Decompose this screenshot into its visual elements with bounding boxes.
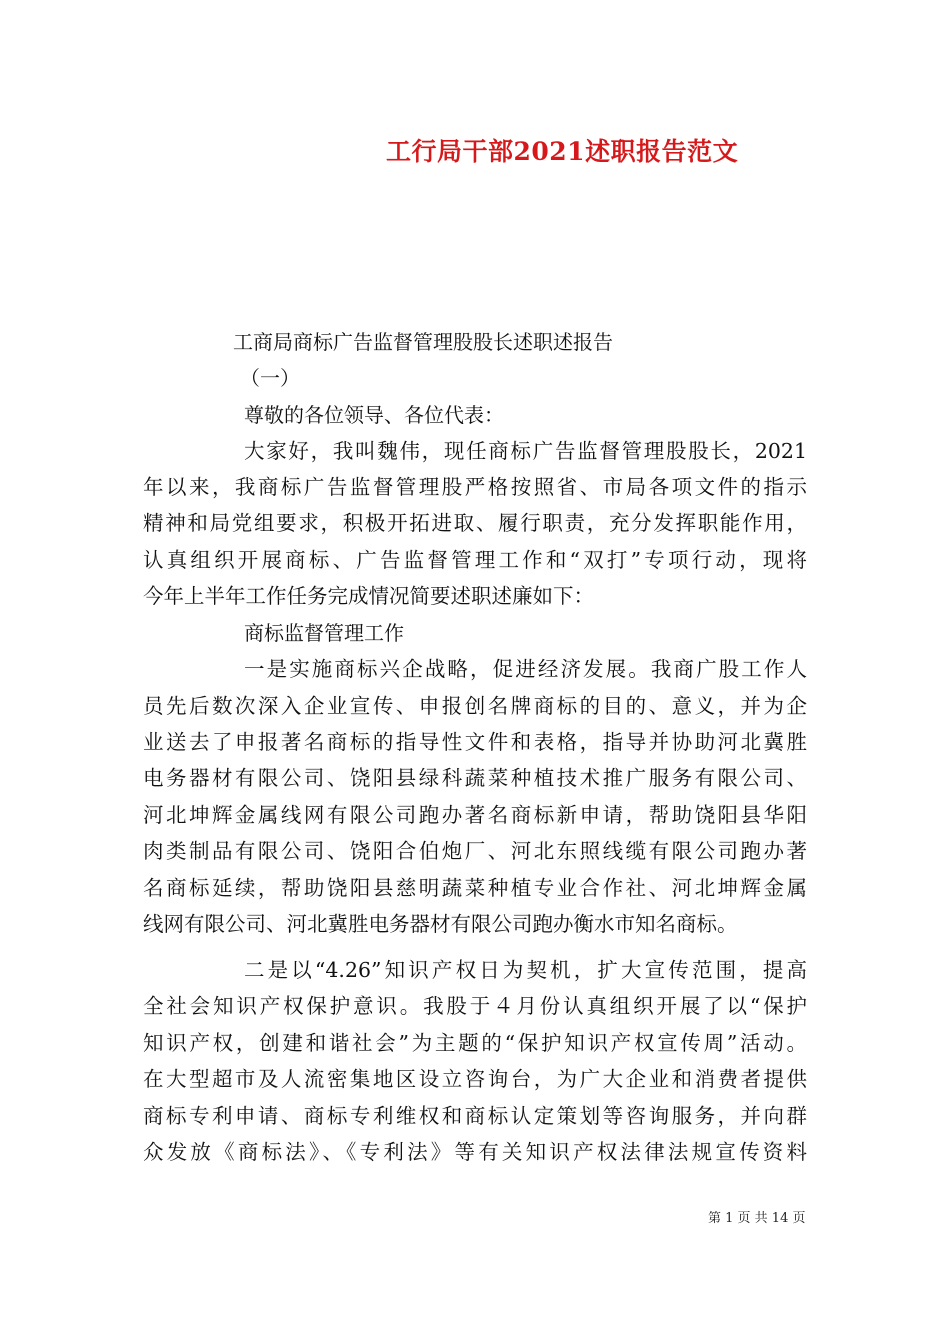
- paragraph-line: 电务器材有限公司、饶阳县绿科蔬菜种植技术推广服务有限公司、: [143, 766, 807, 790]
- paragraph-line: 知识产权，创建和谐社会”为主题的“保护知识产权宣传周”活动。: [143, 1031, 807, 1055]
- paragraph-line: 年以来，我商标广告监督管理股严格按照省、市局各项文件的指示: [143, 475, 807, 499]
- document-title: 工行局干部2021述职报告范文: [386, 137, 739, 166]
- paragraph-line: 今年上半年工作任务完成情况简要述职述廉如下：: [143, 584, 594, 608]
- paragraph-line: 员先后数次深入企业宣传、申报创名牌商标的目的、意义，并为企: [143, 694, 807, 718]
- paragraph-line: 精神和局党组要求，积极开拓进取、履行职责，充分发挥职能作用，: [143, 511, 807, 535]
- paragraph-line: 全社会知识产权保护意识。我股于４月份认真组织开展了以“保护: [143, 994, 807, 1018]
- paragraph-line: 商标专利申请、商标专利维权和商标认定策划等咨询服务，并向群: [143, 1104, 807, 1128]
- report-heading: 工商局商标广告监督管理股股长述职述报告: [233, 330, 613, 354]
- paragraph-line: 业送去了申报著名商标的指导性文件和表格，指导并协助河北冀胜: [143, 730, 807, 754]
- page-number: 第 1 页 共 14 页: [708, 1211, 806, 1226]
- paragraph-line: 二是以“4.26”知识产权日为契机，扩大宣传范围，提高: [244, 958, 807, 982]
- paragraph-line: 名商标延续，帮助饶阳县慈明蔬菜种植专业合作社、河北坤辉金属: [143, 876, 807, 900]
- paragraph-line: 一是实施商标兴企战略，促进经济发展。我商广股工作人: [244, 657, 807, 681]
- section-heading: 商标监督管理工作: [244, 621, 404, 645]
- paragraph-line: 认真组织开展商标、广告监督管理工作和“双打”专项行动，现将: [143, 548, 807, 572]
- salutation: 尊敬的各位领导、各位代表：: [244, 403, 504, 427]
- paragraph-line: 在大型超市及人流密集地区设立咨询台，为广大企业和消费者提供: [143, 1067, 807, 1091]
- paragraph-line: 大家好，我叫魏伟，现任商标广告监督管理股股长，2021: [244, 439, 807, 463]
- paragraph-line: 线网有限公司、河北冀胜电务器材有限公司跑办衡水市知名商标。: [143, 912, 738, 936]
- part-label: （一）: [240, 366, 300, 390]
- paragraph-line: 肉类制品有限公司、饶阳合伯炮厂、河北东照线缆有限公司跑办著: [143, 839, 807, 863]
- paragraph-line: 众发放《商标法》、《专利法》等有关知识产权法律法规宣传资料: [143, 1140, 807, 1164]
- paragraph-line: 河北坤辉金属线网有限公司跑办著名商标新申请，帮助饶阳县华阳: [143, 803, 807, 827]
